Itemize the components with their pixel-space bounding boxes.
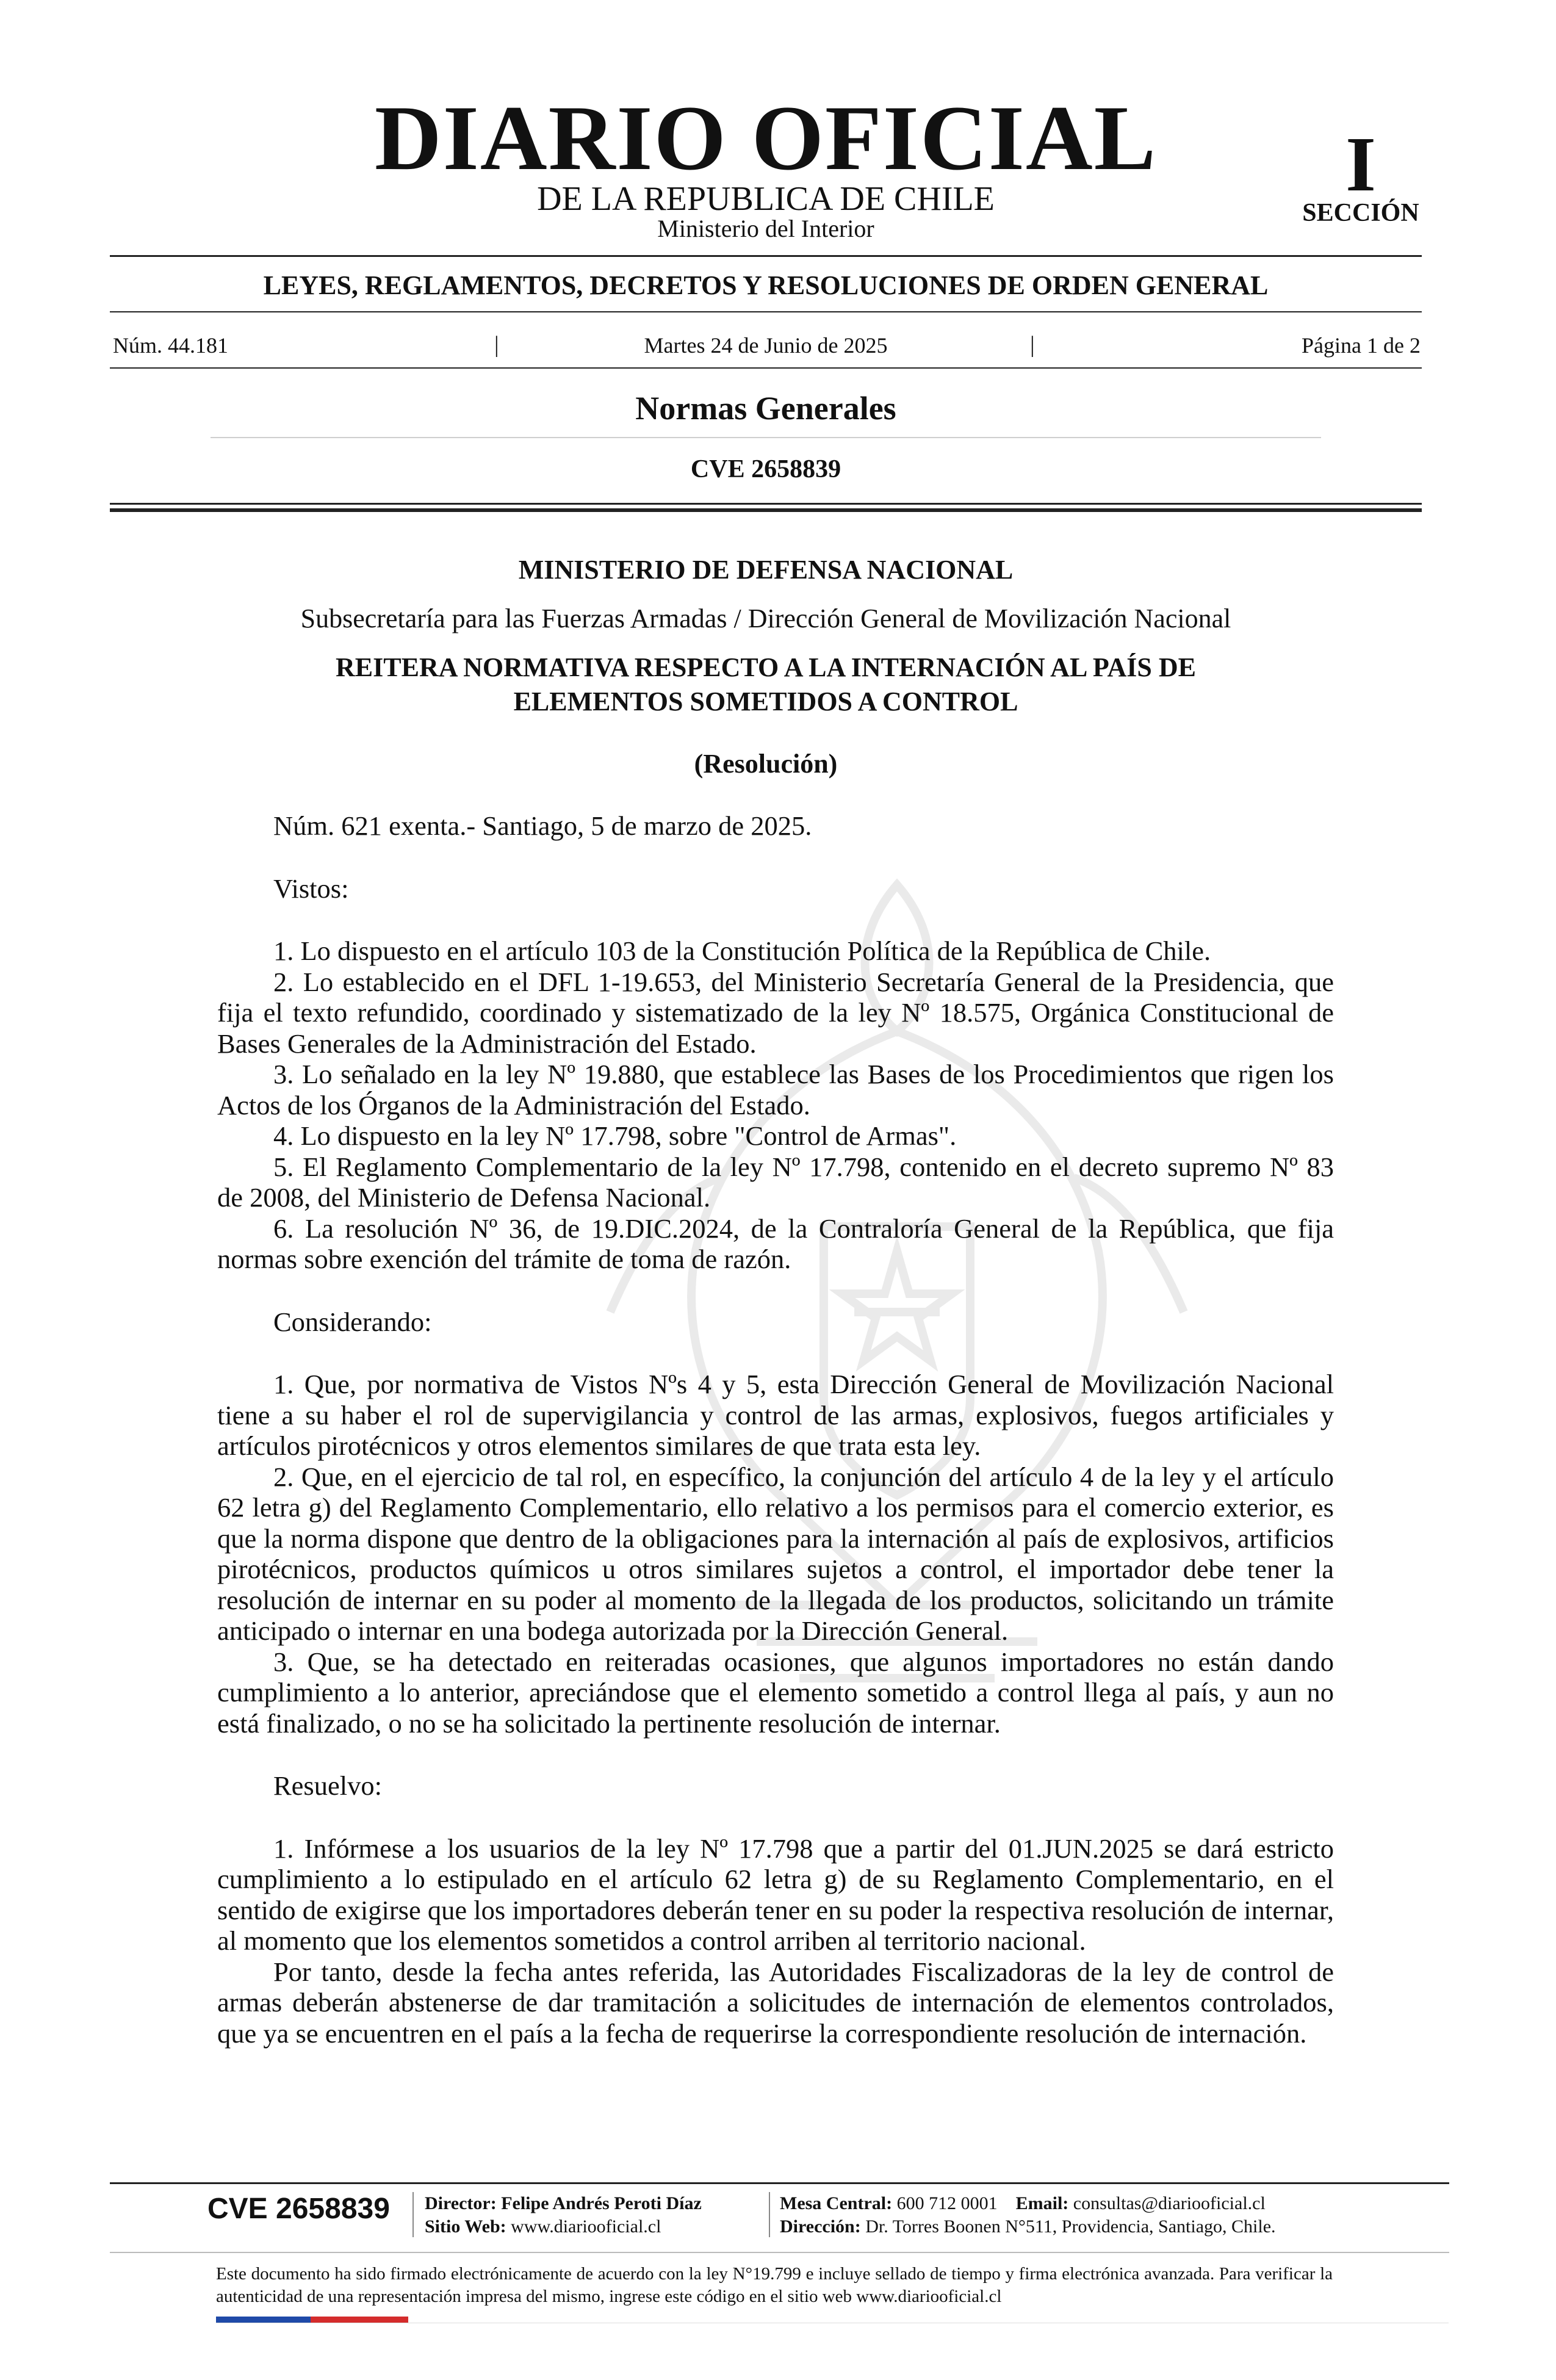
footer-contact-left xyxy=(425,2192,702,2238)
ministry-label: Ministerio del Interior xyxy=(657,215,874,242)
issue-number: Núm. 44.181 xyxy=(113,333,228,358)
document-type: (Resolución) xyxy=(694,749,838,779)
cve-code: CVE 2658839 xyxy=(690,455,841,483)
footer-rule-secondary xyxy=(110,2252,1449,2253)
document-title-line1: REITERA NORMATIVA RESPECTO A LA INTERNACIÓN AL PAÍS DE xyxy=(336,652,1196,682)
footer-cve-code: CVE 2658839 xyxy=(207,2193,390,2225)
document-subsecretaria: Subsecretaría para las Fuerzas Armadas / Dirección General de Movilización Nacional xyxy=(300,604,1231,633)
resuelvo-heading: Resuelvo: xyxy=(273,1770,382,1801)
resuelvo-item: Por tanto, desde la fecha antes referida, las Autoridades Fiscalizadoras de la ley de control de armas deberán abstenerse de dar tramitación a solicitudes de internación de elementos controlados, que ya se encuentren en el país a la fecha de requerirse la correspondiente resolución de internación. xyxy=(217,1956,1334,2049)
vistos-item: 5. El Reglamento Complementario de la ley Nº 17.798, contenido en el decreto supremo Nº 83 de 2008, del Ministerio de Defensa Nacional. xyxy=(217,1151,1334,1213)
address-text: Dr. Torres Boonen N°511, Providencia, Santiago, Chile. xyxy=(865,2216,1276,2237)
document-ministry: MINISTERIO DE DEFENSA NACIONAL xyxy=(518,555,1014,585)
section-title: Normas Generales xyxy=(635,390,896,427)
masthead-rule-top xyxy=(110,255,1422,257)
section-title-rule xyxy=(211,437,1321,438)
resolution-number-date: Núm. 621 exenta.- Santiago, 5 de marzo de 2025. xyxy=(273,810,812,841)
newspaper-subtitle: DE LA REPUBLICA DE CHILE xyxy=(537,180,995,218)
newspaper-title: DIARIO OFICIAL xyxy=(374,87,1158,189)
footer-contact-right xyxy=(780,2192,1276,2238)
issue-separator: | xyxy=(494,332,499,358)
address-label: Dirección: xyxy=(780,2216,861,2237)
section-numeral: I xyxy=(1345,121,1376,207)
vistos-item: 4. Lo dispuesto en la ley Nº 17.798, sobre "Control de Armas". xyxy=(273,1120,957,1151)
director-name: Felipe Andrés Peroti Díaz xyxy=(501,2193,702,2213)
document-body xyxy=(217,810,1334,2049)
flag-stripe-blue xyxy=(216,2317,311,2323)
category-rule xyxy=(110,311,1422,312)
page-indicator: Página 1 de 2 xyxy=(1302,333,1421,358)
document-title-line2: ELEMENTOS SOMETIDOS A CONTROL xyxy=(513,687,1018,716)
footer-legal-notice: Este documento ha sido firmado electrónicamente de acuerdo con la ley N°19.799 e incluye sellado de tiempo y firma electrónica avanzada. Para verificar la autenticidad de una representación impresa del mismo, ingrese este código en el sitio web www.diariooficial.cl xyxy=(216,2264,1333,2306)
category-header: LEYES, REGLAMENTOS, DECRETOS Y RESOLUCIONES DE ORDEN GENERAL xyxy=(263,270,1269,300)
considerando-item: 2. Que, en el ejercicio de tal rol, en específico, la conjunción del artículo 4 de la ley y el artículo 62 letra g) del Reglamento Complementario, ello relativo a los permisos para el comercio exterior, es que la norma dispone que dentro de la obligaciones para la internación al país de explosivos, artificios pirotécnicos, productos químicos u otros similares sujetos a control, el importador debe tener la resolución de internar en su poder al momento de la llegada de los productos, solicitando un trámite anticipado o internar en una bodega autorizada por la Dirección General. xyxy=(217,1461,1334,1646)
website-label: Sitio Web: xyxy=(425,2216,506,2237)
vistos-heading: Vistos: xyxy=(273,873,349,904)
considerando-heading: Considerando: xyxy=(273,1306,432,1337)
footer-divider xyxy=(412,2192,414,2237)
director-label: Director: xyxy=(425,2193,497,2213)
footer-divider xyxy=(769,2192,770,2237)
email-label: Email: xyxy=(1015,2193,1069,2213)
vistos-item: 6. La resolución Nº 36, de 19.DIC.2024, de la Contraloría General de la República, que fija normas sobre exención del trámite de toma de razón. xyxy=(217,1213,1334,1274)
vistos-item: 3. Lo señalado en la ley Nº 19.880, que establece las Bases de los Procedimientos que rigen los Actos de los Órganos de la Administración del Estado. xyxy=(217,1059,1334,1120)
phone-number: 600 712 0001 xyxy=(896,2193,998,2213)
footer-rule xyxy=(110,2182,1449,2184)
section-label: SECCIÓN xyxy=(1302,199,1419,227)
website-link[interactable]: www.diariooficial.cl xyxy=(511,2216,661,2237)
issue-separator: | xyxy=(1030,332,1035,358)
issue-date: Martes 24 de Junio de 2025 xyxy=(644,333,888,358)
header-double-rule xyxy=(110,503,1422,505)
vistos-item: 2. Lo establecido en el DFL 1-19.653, del Ministerio Secretaría General de la Presidencia, que fija el texto refundido, coordinado y sistematizado de la ley Nº 18.575, Orgánica Constitucional de Bases Generales de la Administración del Estado. xyxy=(217,966,1334,1059)
header-double-rule xyxy=(110,508,1422,512)
email-link[interactable]: consultas@diariooficial.cl xyxy=(1073,2193,1266,2213)
phone-label: Mesa Central: xyxy=(780,2193,893,2213)
flag-stripe-red xyxy=(311,2317,408,2323)
vistos-item: 1. Lo dispuesto en el artículo 103 de la Constitución Política de la República de Chile. xyxy=(273,936,1211,966)
considerando-item: 1. Que, por normativa de Vistos Nºs 4 y 5, esta Dirección General de Movilización Nacional tiene a su haber el rol de supervigilancia y control de las armas, explosivos, fuegos artificiales y artículos pirotécnicos y otros elementos similares de que trata esta ley. xyxy=(217,1369,1334,1461)
issue-rule xyxy=(110,367,1422,369)
considerando-item: 3. Que, se ha detectado en reiteradas ocasiones, que algunos importadores no están dando cumplimiento a lo anterior, apreciándose que el elemento sometido a control llega al país, y aun no está finalizado, o no se ha solicitado la pertinente resolución de internar. xyxy=(217,1646,1334,1739)
resuelvo-item: 1. Infórmese a los usuarios de la ley Nº 17.798 que a partir del 01.JUN.2025 se dará estricto cumplimiento a lo estipulado en el artículo 62 letra g) de su Reglamento Complementario, en el sentido de exigirse que los importadores deberán tener en su poder la respectiva resolución de internar, al momento que los elementos sometidos a control arriben al territorio nacional. xyxy=(217,1833,1334,1956)
